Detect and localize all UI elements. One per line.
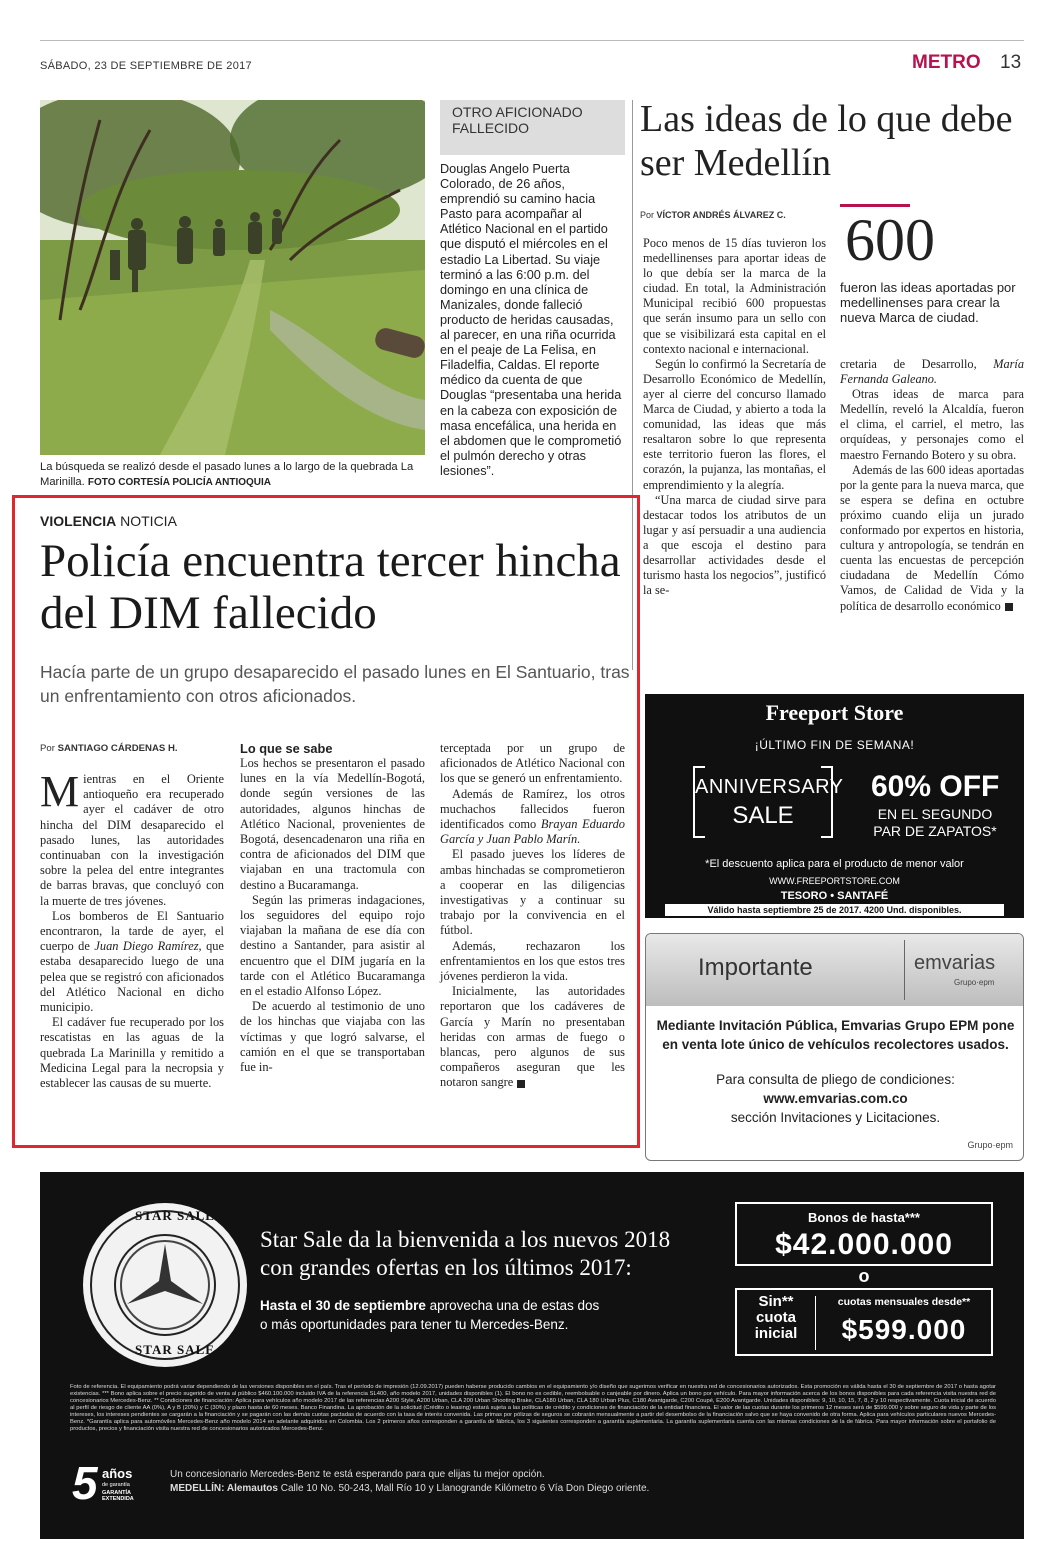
article-photo [40, 100, 425, 455]
monthly-value: $599.000 [841, 1314, 967, 1345]
caption-text: La búsqueda se realizó desde el pasado lunes a lo largo de la quebrada La Marinilla. [40, 461, 414, 488]
ideas-paragraph [840, 463, 1024, 614]
article-column-3 [440, 741, 625, 1091]
dealer-line-2 [170, 1483, 649, 1494]
article-paragraph: terceptada por un grupo de aficionados de Atlético Nacional con los que se generó un enfrentamiento. [440, 741, 625, 786]
police-search-photo [40, 100, 425, 455]
emvarias-logo: emvarias [914, 952, 996, 974]
article-paragraph: De acuerdo al testimonio de uno de los hinchas que viajaba con las víctimas y que logró salvarse, el camión en el que se transportaban fue in- [240, 999, 425, 1075]
para-text: Además de Ramírez, los otros muchachos fallecidos fueron identificados como [440, 786, 625, 832]
photo-caption [40, 460, 425, 490]
emvarias-line-2: Para consulta de pliego de condiciones: [716, 1072, 955, 1087]
warranty-logo [70, 1457, 150, 1510]
byline-name: SANTIAGO CÁRDENAS H. [57, 743, 178, 754]
article-paragraph: El pasado jueves los líderes de ambas hinchadas se comprometieron a cooperar en las diligencias investigativas y a continuar su trabajo por la convivencia en el fútbol. [440, 847, 625, 938]
ideas-paragraph: Poco menos de 15 días tuvieron los medellinenses para aportar ideas de lo que debía ser la marca de la ciudad. En total, la Administración Municipal recibió 600 propuestas que serán insumo para un sello con que se visibilizará esta capital en el contexto nacional e internacional. [643, 236, 826, 356]
byline-prefix: Por [40, 743, 55, 754]
ideas-closing-text: Además de las 600 ideas aportadas por la gente para la nueva marca, que se espera se defina en octubre próximo cuando elija un jurado conformado por expertos en historia, cultura y antropología, se tendrán en cuenta las encuestas de percepción ciudadana de Medellín Cómo Vamos, de Calidad de Vida y la política de desarrollo económico [840, 462, 1024, 613]
sub-rest: aprovecha una de estas dos [429, 1298, 600, 1313]
article-paragraph [440, 984, 625, 1090]
article-paragraph: Los hechos se presentaron el pasado lunes en la vía Medellín-Bogotá, donde según versiones de las autoridades, algunos hinchas de Atlético Nacional, provenientes de Bogotá, desencadenaron una riña en contra de aficionados del DIM que viajaban en una tractomula con destino a Bucaramanga. [240, 756, 425, 892]
emvarias-line-1: Mediante Invitación Pública, Emvarias Grupo EPM pone en venta lote único de vehículos recolectores usados. [656, 1018, 1015, 1052]
mercedes-ad[interactable] [40, 1172, 1024, 1539]
kicker-section: VIOLENCIA [40, 513, 117, 529]
sidebar-heading: OTRO AFICIONADO FALLECIDO [440, 100, 625, 155]
freeport-url[interactable]: WWW.FREEPORTSTORE.COM [769, 876, 900, 886]
byline-prefix: Por [640, 210, 655, 220]
emvarias-ad[interactable] [645, 933, 1024, 1161]
para-text: que estaba desaparecido luego de una pelea que se registró con aficionados del Atlético Nacional en dicho municipio. [40, 939, 224, 1015]
ideas-byline [640, 210, 786, 220]
emvarias-line-3: sección Invitaciones y Licitaciones. [730, 1110, 941, 1125]
article-paragraph [440, 787, 625, 848]
ideas-lead-text: cretaria de Desarrollo, [840, 357, 977, 371]
logo-line-2: SALE [732, 802, 794, 829]
ideas-paragraph: “Una marca de ciudad sirve para destacar todos los atributos de un lugar y así persuadir a una audiencia a que escoja el destino para desarrollar actividades desde el turismo hasta los negocios”, justificó la se- [643, 492, 826, 598]
victim-names: Brayan Eduardo García y Juan Pablo Marín. [440, 817, 625, 847]
article-headline: Policía encuentra tercer hincha del DIM fallecido [40, 535, 621, 639]
or-separator: o [858, 1266, 870, 1286]
warranty-anos: años [102, 1466, 133, 1481]
badge-text-top: STAR SALE [135, 1208, 215, 1223]
anniversary-logo [693, 766, 844, 838]
no-initial-3: inicial [754, 1325, 798, 1342]
article-column-2 [240, 756, 425, 1075]
no-initial-1: Sin** [758, 1293, 794, 1310]
emvarias-banner [646, 934, 1024, 1006]
offer-headline: 60% OFF [871, 770, 1000, 803]
badge-text-bottom: STAR SALE [135, 1342, 215, 1357]
stat-number: 600 [845, 207, 935, 273]
freeport-note: *El descuento aplica para el producto de menor valor [705, 858, 964, 870]
end-mark-icon [517, 1080, 525, 1088]
emvarias-url[interactable]: www.emvarias.com.co [763, 1091, 908, 1106]
freeport-tagline: ¡ÚLTIMO FIN DE SEMANA! [754, 738, 915, 752]
photo-credit: FOTO CORTESÍA POLICÍA ANTIOQUIA [87, 476, 272, 488]
warranty-number: 5 [72, 1457, 98, 1509]
bonus-label: Bonos de hasta*** [808, 1210, 920, 1225]
offer-line-1: EN EL SEGUNDO [877, 806, 993, 822]
para-text: Inicialmente, las autoridades reportaron que los cadáveres de García y Marín no presentaban heridas con armas de fuego o blancas, pero algunos de sus compañeros aseguran que les notaron sangre [440, 984, 625, 1090]
lead-text: ientras en el Oriente antioqueño era recuperado ayer el cadáver de otro hincha del DIM desaparecido el pasado lunes, las autoridades continuaban con la investigación sobre la pelea del entre integrantes de barras bravas, que concluyó con la muerte de tres jóvenes. [40, 772, 224, 908]
article-paragraph: Además, rechazaron los enfrentamientos en los que estos tres jóvenes perdieron la vida. [440, 938, 625, 984]
freeport-stores: TESORO • SANTAFÉ [780, 890, 889, 902]
article-paragraph [40, 767, 224, 909]
dealer-city: MEDELLÍN: Alemautos [170, 1483, 278, 1494]
bonus-box [735, 1202, 993, 1266]
ideas-paragraph: Según lo confirmó la Secretaría de Desarrollo Económico de Medellín, ayer al cierre del concurso llamado Marca de Ciudad, y abierto a toda la comunidad, las ideas que más resaltaron sobre lo que representa este territorio fueron las flores, el corazón, la pujanza, las montañas, el emprendimiento y la alegría. [643, 356, 826, 492]
offer-detail [865, 806, 1005, 840]
headline-line-2: con grandes ofertas en los últimos 2017: [260, 1255, 632, 1280]
ideas-paragraph: Otras ideas de marca para Medellín, reveló la Alcaldía, fueron el clima, el carriel, el metro, las orquídeas, y personajes como el maestro Fernando Botero y su obra. [840, 387, 1024, 462]
para-text: Los bomberos de El Santuario encontraron, la tarde de ayer, el cuerpo de [40, 908, 224, 954]
emvarias-footer-logo: Grupo·epm [967, 1140, 1013, 1150]
fine-print: Foto de referencia. El equipamiento podrá variar dependiendo de las versiones disponibles en el país. Tras el período de impresión (12.09.2017) pueden haberse producido cambios en el equipamiento y/o diseño que sugerimos verificar en nuestra red de concesionarios autorizados. Esta promoción es válida hasta el 30 de septiembre de 2017 o hasta agotar existencias. *** Bono aplica sobre el precio sugerido de venta al público $460.100.000 incluido IVA de la referencia SL400, año modelo 2017, unidades disponibles (1). El bono no es cedible, reembolsable o canjeable por dinero. Aplica un bono por vehículo. Para mayor información acerca de los bonos disponibles para cada referencia visita nuestra red de concesionarios Mercedes-Benz. ** Condiciones de financiación: Aplica para vehículos año modelo 2017 de las referencias A200 Style, A200 Urban, CLA 200 Urban Shooting Brake, CLA180 Urban, CLA 180 Urban Plus, C180 Avantgarde, C200 Coupé, E200 Avantgarde. Unidades disponibles: 9, 10, 10, 15, 7, 8, 2 y 10 respectivamente. Cuota inicial de acuerdo al perfil de riesgo de cliente AA (0%), A y B (20%) y C (30%) y plazo hasta de 60 meses. Banco Finandina. La aprobación de la solicitud (Crédito o leasing) estará sujeta a las políticas de crédito y condiciones de financiación de la entidad financiera. El valor de las cuotas durante los primeros 12 meses será de $599.000 y sobre seguro de vida y parte de los intereses, los intereses pendientes se cargarán a la financiación y se pagarán con las demás cuotas pactadas de acuerdo con la tasa de interés convenida. Las primas por pólizas de seguros se cobrarán mensualmente a partir del desembolso de la financiación salvo que se haya convenido de otra forma. Aplica para vehículos particulares nuevos Mercedes-Benz. *Garantía aplica para automóviles Mercedes-Benz año modelo 2014 en adelante adquiridos en Colombia. Los 2 primeros años corresponden a garantía de fábrica, los 3 siguientes corresponden a garantía suplementaria. La garantía suplementaria cuenta con las mismas condiciones de la de fábrica. Para mayor información sobre el portafolio de productos, precios y financiación visita nuestra red de concesionarios autorizados Mercedes-Benz. [70, 1384, 996, 1432]
financing-box [735, 1288, 993, 1356]
mercedes-headline [260, 1226, 670, 1282]
no-initial-2: cuota [755, 1309, 796, 1326]
drop-cap: M [40, 767, 80, 816]
byline-name: VÍCTOR ANDRÉS ÁLVAREZ C. [656, 210, 786, 220]
freeport-validity: Válido hasta septiembre 25 de 2017. 4200 Und. disponibles. [665, 904, 1004, 916]
ideas-column-1 [643, 236, 826, 598]
warranty-sub-1: de garantía [102, 1482, 130, 1488]
article-paragraph: Según las primeras indagaciones, los seguidores del equipo rojo viajaban la mañana de ese día con destino a Santander, para asistir al encuentro que el DIM jugaría en la tarde con el Atlético Bucaramanga en el estadio Alfonso López. [240, 892, 425, 999]
ideas-column-2 [840, 357, 1024, 614]
headline-line-1: Star Sale da la bienvenida a los nuevos 2018 [260, 1227, 671, 1252]
article-paragraph: El cadáver fue recuperado por los rescatistas en las aguas de la quebrada La Marinilla y remitido a Medicina Legal para la necropsia y establecer las causas de su muerte. [40, 1015, 224, 1091]
monthly-label: cuotas mensuales desde** [837, 1296, 971, 1308]
sub-bold: Hasta el 30 de septiembre [260, 1298, 426, 1313]
freeport-brand: Freeport Store [765, 700, 904, 725]
article-paragraph [40, 909, 224, 1015]
issue-date: SÁBADO, 23 DE SEPTIEMBRE DE 2017 [40, 60, 252, 72]
ideas-paragraph [840, 357, 1024, 387]
mercedes-subline [260, 1296, 599, 1334]
emvarias-title: Importante [698, 954, 813, 981]
article-deck: Hacía parte de un grupo desaparecido el pasado lunes en El Santuario, tras un enfrentamiento con otros aficionados. [40, 662, 630, 706]
article-kicker [40, 513, 177, 529]
bonus-value: $42.000.000 [775, 1228, 953, 1261]
offer-line-2: PAR DE ZAPATOS* [873, 823, 997, 839]
victim-name: Juan Diego Ramírez, [94, 939, 202, 954]
ideas-headline: Las ideas de lo que debe ser Medellín [640, 98, 1013, 184]
dealer-line-1: Un concesionario Mercedes-Benz te está esperando para que elijas tu mejor opción. [170, 1469, 545, 1480]
article-column-1 [40, 767, 224, 1091]
ideas-lead-name: María Fernanda Galeano. [840, 357, 1024, 387]
sub-line-2: o más oportunidades para tener tu Mercedes-Benz. [260, 1317, 569, 1332]
top-rule [40, 40, 1024, 41]
sidebar-body: Douglas Angelo Puerta Colorado, de 26 años, emprendió su camino hacia Pasto para acompañar al Atlético Nacional en el partido que disputó el miércoles en el estadio La Libertad. Su viaje terminó a las 6:00 p.m. del domingo en una clínica de Manizales, donde falleció producto de heridas causadas, al parecer, en una riña ocurrida en el peaje de La Felisa, en Filadelfia, Caldas. El reporte médico da cuenta de que Douglas “presentaba una herida en la cabeza con exposición de masa encefálica, una herida en el abdomen que le comprometió el pulmón derecho y otras lesiones”. [440, 162, 622, 478]
freeport-ad[interactable] [645, 694, 1024, 918]
section-name[interactable]: METRO [912, 52, 981, 73]
logo-line-1: ANNIVERSARY [695, 776, 844, 798]
end-mark-icon [1005, 603, 1013, 611]
page-number: 13 [1000, 52, 1022, 73]
article-subhead: Lo que se sabe [240, 741, 333, 756]
warranty-sub-2: GARANTÍA EXTENDIDA [102, 1490, 134, 1502]
no-initial [741, 1294, 811, 1342]
dealer-address: Calle 10 No. 50-243, Mall Río 10 y Llanogrande Kilómetro 6 Vía Don Diego oriente. [280, 1483, 650, 1494]
emvarias-logo-sub: Grupo·epm [954, 978, 995, 987]
kicker-type: NOTICIA [120, 513, 177, 529]
article-byline [40, 743, 178, 754]
stat-caption: fueron las ideas aportadas por medellinenses para crear la nueva Marca de ciudad. [840, 280, 1016, 325]
